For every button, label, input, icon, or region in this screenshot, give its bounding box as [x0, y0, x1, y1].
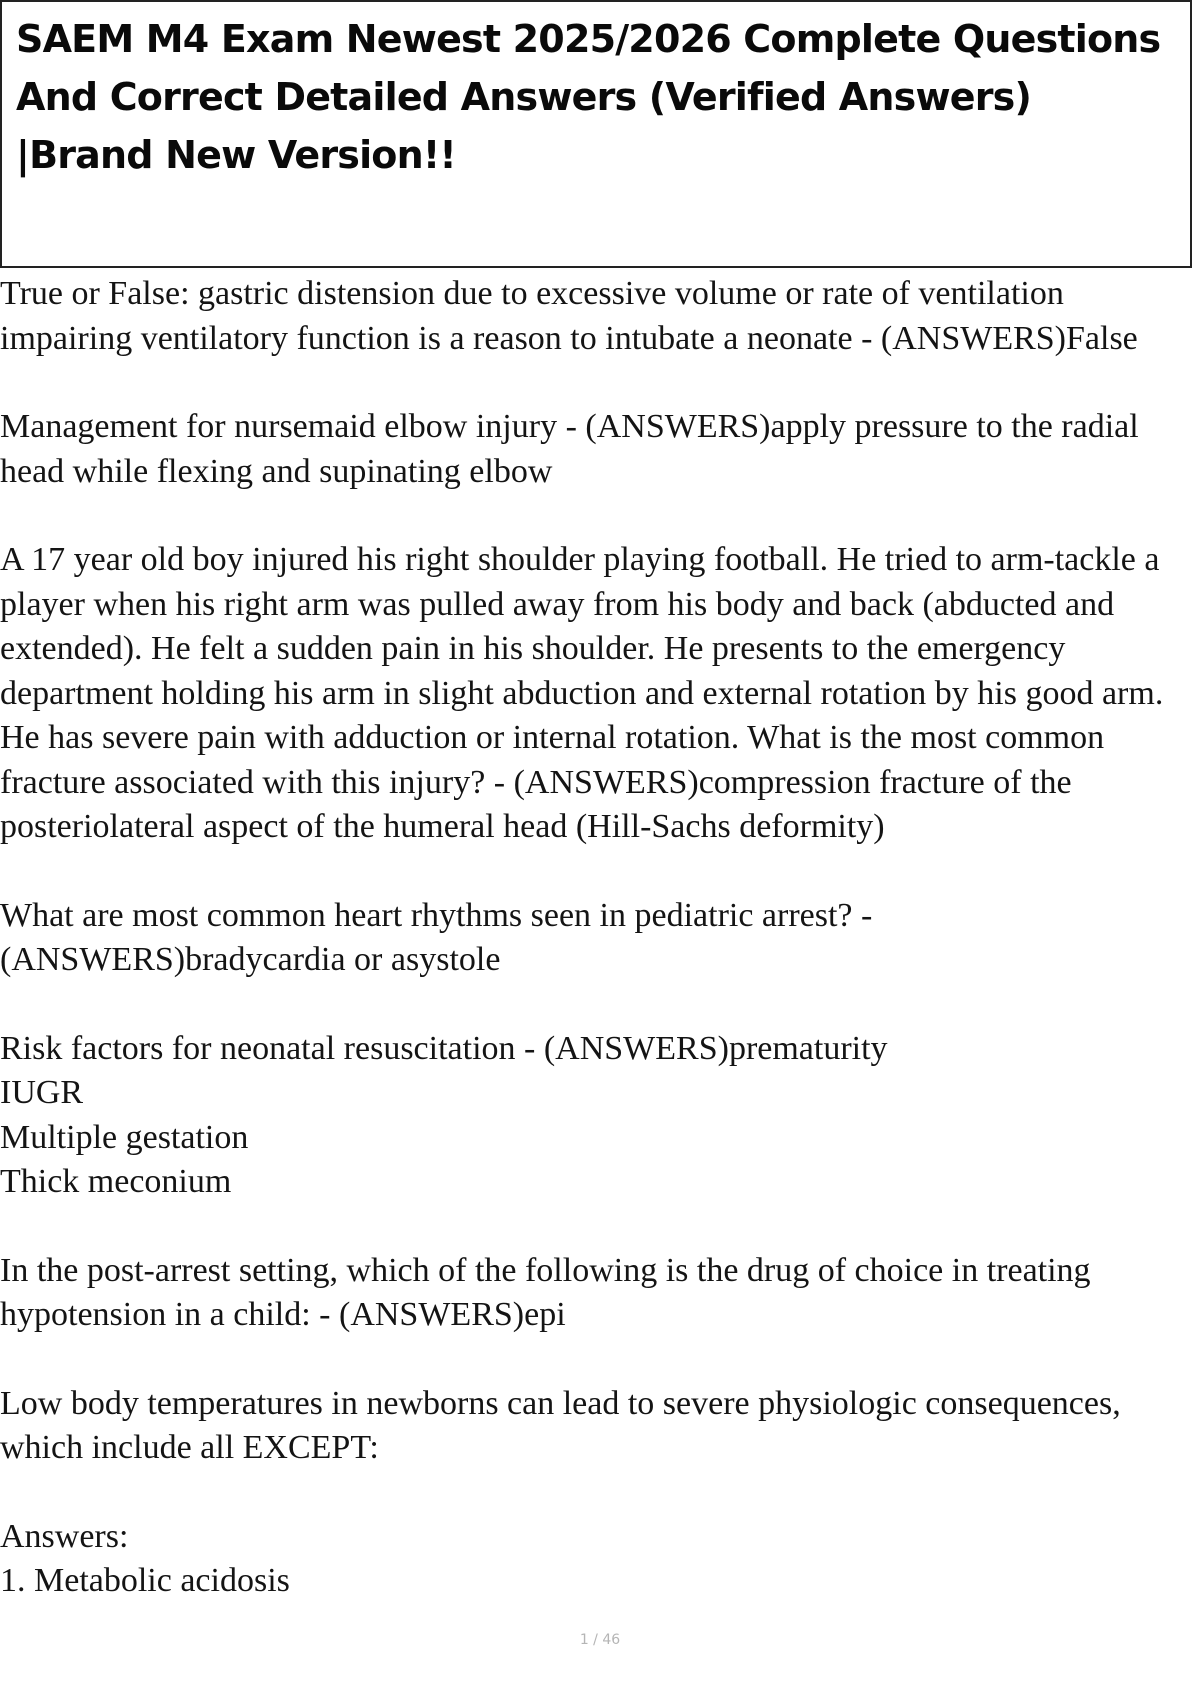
document-body [0, 272, 1195, 1648]
document-title: SAEM M4 Exam Newest 2025/2026 Complete Questions And Correct Detailed Answers (Verified Answers) |Brand New Version!! [16, 17, 1161, 177]
qa-item: Answers: 1. Metabolic acidosis [0, 1517, 290, 1599]
qa-item: Low body temperatures in newborns can lead to severe physiologic consequences, which include all EXCEPT: [0, 1384, 1121, 1466]
qa-item: In the post-arrest setting, which of the following is the drug of choice in treating hypotension in a child: - (ANSWERS)epi [0, 1251, 1091, 1333]
page-indicator: 1 / 46 [579, 1632, 621, 1648]
qa-item: A 17 year old boy injured his right shoulder playing football. He tried to arm-tackle a player when his right arm was pulled away from his body and back (abducted and extended). He felt a sudden pain in his shoulder. He presents to the emergency department holding his arm in slight abduction and external rotation by his good arm. He has severe pain with adduction or internal rotation. What is the most common fracture associated with this injury? - (ANSWERS)compression fracture of the posteriolateral aspect of the humeral head (Hill-Sachs deformity) [0, 541, 1164, 845]
qa-item: True or False: gastric distension due to excessive volume or rate of ventilation impairing ventilatory function is a reason to intubate a neonate - (ANSWERS)False [0, 275, 1138, 357]
qa-item: Risk factors for neonatal resuscitation - (ANSWERS)prematurity IUGR Multiple gestation Thick meconium [0, 1029, 888, 1200]
qa-item: Management for nursemaid elbow injury - (ANSWERS)apply pressure to the radial head while flexing and supinating elbow [0, 408, 1139, 490]
qa-item: What are most common heart rhythms seen in pediatric arrest? - (ANSWERS)bradycardia or asystole [0, 896, 873, 978]
document-title-box [0, 0, 1192, 268]
